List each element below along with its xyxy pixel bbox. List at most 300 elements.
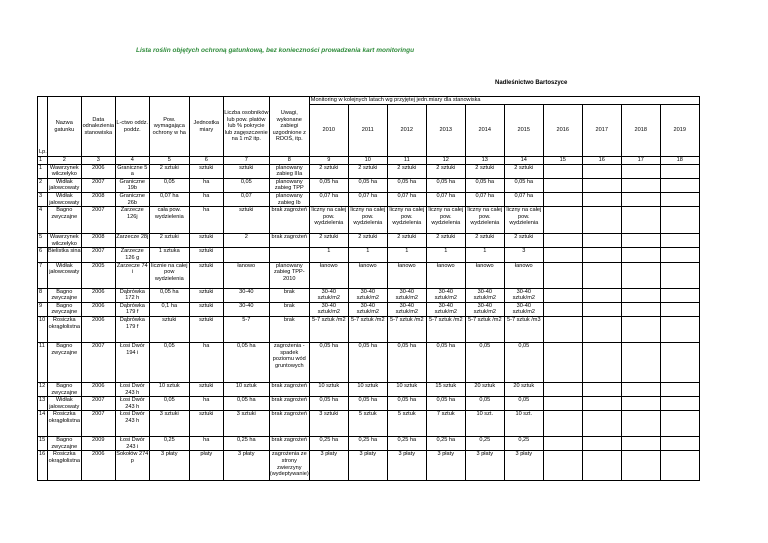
cell-year-2019 xyxy=(660,248,699,262)
cell-lp: 4 xyxy=(38,207,48,234)
cell-year-2016 xyxy=(543,164,582,178)
col-number: 13 xyxy=(465,157,504,165)
cell-pow: 0,05 xyxy=(149,342,189,382)
cell-uwagi: brak zagrożeń xyxy=(269,382,309,396)
col-number: 16 xyxy=(582,157,621,165)
cell-year-2011: 3 płaty xyxy=(348,451,387,481)
cell-year-2012: 30-40 sztuk/m2 xyxy=(387,302,426,316)
table-row xyxy=(38,302,700,316)
cell-year-2017 xyxy=(582,262,621,288)
cell-data: 2006 xyxy=(81,451,115,481)
cell-jedn: płaty xyxy=(189,451,223,481)
cell-year-2013: 0,05 ha xyxy=(426,342,465,382)
cell-year-2017 xyxy=(582,316,621,342)
cell-year-2013: 3 płaty xyxy=(426,451,465,481)
cell-year-2010: 1 xyxy=(309,248,348,262)
cell-uwagi: brak zagrożeń xyxy=(269,207,309,234)
cell-year-2010: 0,25 ha xyxy=(309,437,348,451)
table-row xyxy=(38,451,700,481)
cell-year-2013: 7 sztuk xyxy=(426,411,465,437)
cell-year-2013: 0,05 ha xyxy=(426,397,465,411)
cell-year-2018 xyxy=(621,164,660,178)
cell-year-2011: 1 xyxy=(348,248,387,262)
cell-year-2015: 0,07 ha xyxy=(504,192,543,206)
cell-jedn: sztuki xyxy=(189,164,223,178)
cell-year-2013: 2 sztuki xyxy=(426,164,465,178)
cell-uwagi: planowany zabieg TPP xyxy=(269,178,309,192)
table-row xyxy=(38,262,700,288)
cell-year-2012: 5 sztuk xyxy=(387,411,426,437)
cell-year-2010: 0,05 ha xyxy=(309,397,348,411)
cell-year-2012: łanowo xyxy=(387,262,426,288)
cell-pow: sztuki xyxy=(149,316,189,342)
cell-nazwa: Bagno zwyczajne xyxy=(47,342,81,382)
cell-pow: 10 sztuk xyxy=(149,382,189,396)
cell-liczba: 10 sztuk xyxy=(223,382,269,396)
document-title: Lista roślin objętych ochroną gatunkową, bez konieczności prowadzenia kart monitoringu xyxy=(136,47,415,54)
col-number: 8 xyxy=(269,157,309,165)
cell-pow: cała pow. wydzielenia xyxy=(149,207,189,234)
cell-year-2012: 2 sztuki xyxy=(387,164,426,178)
cell-year-2019 xyxy=(660,437,699,451)
cell-year-2014: 2 sztuki xyxy=(465,234,504,248)
table-row xyxy=(38,437,700,451)
cell-year-2017 xyxy=(582,178,621,192)
col-year: 2019 xyxy=(660,105,699,157)
cell-year-2014: 0,05 xyxy=(465,397,504,411)
cell-year-2017 xyxy=(582,382,621,396)
cell-uwagi: zagrożenia - spadek poziomu wód gruntowych xyxy=(269,342,309,382)
cell-data: 2008 xyxy=(81,234,115,248)
table-row xyxy=(38,192,700,206)
col-year: 2010 xyxy=(309,105,348,157)
cell-data: 2007 xyxy=(81,248,115,262)
cell-year-2019 xyxy=(660,178,699,192)
col-year: 2012 xyxy=(387,105,426,157)
cell-year-2018 xyxy=(621,248,660,262)
cell-year-2018 xyxy=(621,382,660,396)
cell-nazwa: Wawrzynek wilczełyko xyxy=(47,234,81,248)
cell-pow: 0,05 xyxy=(149,178,189,192)
cell-jedn: sztuki xyxy=(189,262,223,288)
col-number: 2 xyxy=(47,157,81,165)
cell-lctwo: Dąbrówka 172 h xyxy=(115,288,149,302)
col-lp: Lp. xyxy=(38,97,48,157)
cell-uwagi: planowany zabieg IIIa xyxy=(269,164,309,178)
cell-year-2013: 0,07 ha xyxy=(426,192,465,206)
cell-year-2014: 30-40 sztuk/m2 xyxy=(465,302,504,316)
cell-lctwo: Sokołów 274 p xyxy=(115,451,149,481)
col-number: 9 xyxy=(309,157,348,165)
cell-data: 2005 xyxy=(81,262,115,288)
cell-lp: 15 xyxy=(38,437,48,451)
cell-year-2017 xyxy=(582,248,621,262)
cell-year-2015: liczny na całej pow. wydzielenia xyxy=(504,207,543,234)
col-lctwo: L-ctwo oddz. poddz. xyxy=(115,97,149,157)
cell-liczba: 3 płaty xyxy=(223,451,269,481)
cell-year-2011: 0,05 ha xyxy=(348,178,387,192)
cell-lctwo: Łosi Dwór 194 i xyxy=(115,342,149,382)
cell-year-2016 xyxy=(543,234,582,248)
cell-uwagi: planowany zabieg TPP-2010 xyxy=(269,262,309,288)
col-number: 17 xyxy=(621,157,660,165)
cell-data: 2007 xyxy=(81,397,115,411)
cell-year-2012: 5-7 sztuk /m2 xyxy=(387,316,426,342)
cell-year-2016 xyxy=(543,451,582,481)
cell-lp: 2 xyxy=(38,178,48,192)
cell-year-2019 xyxy=(660,234,699,248)
cell-nazwa: Bagno zwyczajne xyxy=(47,288,81,302)
cell-liczba: 0,25 ha xyxy=(223,437,269,451)
cell-lctwo: Łosi Dwór 243 h xyxy=(115,397,149,411)
col-nazwa: Nazwa gatunku xyxy=(47,97,81,157)
cell-year-2010: 30-40 sztuk/m2 xyxy=(309,302,348,316)
cell-year-2018 xyxy=(621,178,660,192)
col-jedn: Jednostka miary xyxy=(189,97,223,157)
cell-lp: 5 xyxy=(38,234,48,248)
cell-year-2013: 1 xyxy=(426,248,465,262)
cell-year-2017 xyxy=(582,288,621,302)
cell-year-2011: 0,05 ha xyxy=(348,397,387,411)
cell-year-2016 xyxy=(543,316,582,342)
cell-year-2017 xyxy=(582,192,621,206)
cell-year-2019 xyxy=(660,411,699,437)
col-number: 18 xyxy=(660,157,699,165)
cell-year-2015: 0,05 xyxy=(504,342,543,382)
cell-year-2015: 20 sztuk xyxy=(504,382,543,396)
cell-liczba: 5-7 xyxy=(223,316,269,342)
cell-year-2011: 2 sztuki xyxy=(348,164,387,178)
cell-lp: 9 xyxy=(38,302,48,316)
cell-year-2012: 0,07 ha xyxy=(387,192,426,206)
cell-year-2014: liczny na całej pow. wydzielenia xyxy=(465,207,504,234)
cell-year-2010: 3 sztuki xyxy=(309,411,348,437)
cell-lctwo: Zarzecze 74 i xyxy=(115,262,149,288)
cell-year-2014: 30-40 sztuk/m2 xyxy=(465,288,504,302)
cell-year-2014: 20 sztuk xyxy=(465,382,504,396)
cell-year-2018 xyxy=(621,411,660,437)
col-number: 4 xyxy=(115,157,149,165)
species-table xyxy=(37,96,700,481)
cell-lp: 6 xyxy=(38,248,48,262)
cell-year-2016 xyxy=(543,411,582,437)
cell-nazwa: Bagno zwyczajne xyxy=(47,437,81,451)
cell-year-2011: 0,07 ha xyxy=(348,192,387,206)
cell-liczba: 0,05 xyxy=(223,178,269,192)
cell-jedn: sztuki xyxy=(189,302,223,316)
table-row xyxy=(38,288,700,302)
cell-lctwo: Graniczne 5 a xyxy=(117,164,148,178)
cell-uwagi: brak zagrożeń xyxy=(269,437,309,451)
cell-year-2019 xyxy=(660,397,699,411)
cell-year-2012: 0,05 ha xyxy=(387,397,426,411)
cell-year-2011: 0,25 ha xyxy=(348,437,387,451)
cell-nazwa: Bagno zwyczajne xyxy=(47,302,81,316)
cell-uwagi xyxy=(269,248,309,262)
cell-lctwo: Graniczne 26b xyxy=(115,192,149,206)
cell-year-2010: 3 płaty xyxy=(309,451,348,481)
cell-year-2016 xyxy=(543,248,582,262)
cell-liczba: sztuki xyxy=(223,164,269,178)
cell-year-2011: 2 sztuki xyxy=(348,234,387,248)
cell-lp: 16 xyxy=(38,451,48,481)
cell-year-2010: 0,05 ha xyxy=(309,178,348,192)
column-number-row xyxy=(38,157,700,165)
cell-year-2010: liczny na całej pow. wydzielenia xyxy=(309,207,348,234)
cell-lp: 3 xyxy=(38,192,48,206)
col-number: 11 xyxy=(387,157,426,165)
cell-pow: 3 sztuki xyxy=(149,411,189,437)
cell-uwagi: zagrożenia ze strony zwierzyny (wydeptywanie) xyxy=(269,451,309,481)
cell-year-2019 xyxy=(660,451,699,481)
col-year: 2016 xyxy=(543,105,582,157)
cell-data: 2006 xyxy=(81,316,115,342)
cell-year-2015: 2 sztuki xyxy=(504,234,543,248)
cell-year-2013: 30-40 sztuk/m2 xyxy=(426,288,465,302)
cell-year-2012: 0,25 ha xyxy=(387,437,426,451)
table-row xyxy=(38,164,700,178)
cell-liczba: 3 sztuki xyxy=(223,411,269,437)
cell-year-2019 xyxy=(660,382,699,396)
cell-year-2016 xyxy=(543,192,582,206)
table-row xyxy=(38,234,700,248)
col-number: 1 xyxy=(38,157,48,165)
col-year: 2015 xyxy=(504,105,543,157)
cell-year-2017 xyxy=(582,207,621,234)
cell-year-2018 xyxy=(621,437,660,451)
table-row xyxy=(38,178,700,192)
cell-pow: 0,05 ha xyxy=(149,288,189,302)
cell-year-2017 xyxy=(582,342,621,382)
cell-lctwo: Zarzecze 126 g xyxy=(115,248,149,262)
cell-year-2016 xyxy=(543,342,582,382)
cell-year-2012: 0,05 ha xyxy=(387,178,426,192)
cell-data: 2009 xyxy=(81,437,115,451)
col-pow: Pow. wymagająca ochrony w ha xyxy=(149,97,189,157)
cell-uwagi: brak zagrożeń xyxy=(269,411,309,437)
cell-uwagi: brak zagrożeń xyxy=(269,397,309,411)
col-year: 2018 xyxy=(621,105,660,157)
cell-year-2011: 5-7 sztuk /m2 xyxy=(348,316,387,342)
table-row xyxy=(38,397,700,411)
cell-lctwo: Łosi Dwór 243 h xyxy=(115,382,149,396)
cell-year-2015: 3 płaty xyxy=(504,451,543,481)
cell-year-2014: 1 xyxy=(465,248,504,262)
cell-year-2015: 2 sztuki xyxy=(504,164,543,178)
cell-year-2017 xyxy=(582,437,621,451)
cell-year-2018 xyxy=(621,234,660,248)
cell-year-2015: 0,25 xyxy=(504,437,543,451)
cell-year-2014: 0,05 xyxy=(465,342,504,382)
cell-nazwa: Widłak jałowcowaty xyxy=(49,178,80,192)
cell-year-2019 xyxy=(660,262,699,288)
cell-year-2016 xyxy=(543,178,582,192)
cell-year-2016 xyxy=(543,207,582,234)
cell-year-2013: 5-7 sztuk /m2 xyxy=(426,316,465,342)
cell-jedn: ha xyxy=(189,437,223,451)
cell-jedn: sztuki xyxy=(189,411,223,437)
cell-jedn: sztuki xyxy=(189,316,223,342)
cell-data: 2006 xyxy=(81,382,115,396)
cell-year-2018 xyxy=(621,262,660,288)
cell-year-2010: łanowo xyxy=(309,262,348,288)
cell-data: 2007 xyxy=(81,411,115,437)
cell-year-2015: 0,05 ha xyxy=(504,178,543,192)
cell-year-2018 xyxy=(621,451,660,481)
cell-year-2018 xyxy=(621,302,660,316)
cell-year-2013: 0,05 ha xyxy=(426,178,465,192)
cell-year-2013: 0,25 ha xyxy=(426,437,465,451)
cell-year-2019 xyxy=(660,316,699,342)
cell-pow: 0,07 ha xyxy=(149,192,189,206)
col-year: 2011 xyxy=(348,105,387,157)
cell-year-2018 xyxy=(621,316,660,342)
cell-pow: 2 sztuki xyxy=(149,164,189,178)
cell-year-2010: 5-7 sztuk /m2 xyxy=(309,316,348,342)
cell-year-2010: 0,07 ha xyxy=(309,192,348,206)
cell-lp: 1 xyxy=(38,164,48,178)
cell-year-2014: 10 szt. xyxy=(465,411,504,437)
cell-lctwo: Graniczne 19b xyxy=(115,178,149,192)
cell-jedn: sztuki xyxy=(189,382,223,396)
cell-jedn: ha xyxy=(189,342,223,382)
col-number: 12 xyxy=(426,157,465,165)
cell-year-2018 xyxy=(621,207,660,234)
cell-year-2019 xyxy=(660,192,699,206)
cell-lctwo: Łosi Dwór 243 h xyxy=(115,411,149,437)
cell-year-2014: 0,07 ha xyxy=(465,192,504,206)
cell-year-2017 xyxy=(582,234,621,248)
cell-year-2016 xyxy=(543,262,582,288)
cell-year-2018 xyxy=(621,397,660,411)
cell-uwagi: brak zagrożeń xyxy=(269,234,309,248)
cell-nazwa: Rosiczka okrągłolistna xyxy=(47,451,81,481)
cell-year-2011: 30-40 sztuk/m2 xyxy=(348,288,387,302)
col-uwagi: Uwagi, wykonane zabiegi uzgodnione z RDOŚ, itp. xyxy=(269,97,309,157)
cell-jedn: sztuki xyxy=(189,248,223,262)
cell-lp: 14 xyxy=(38,411,48,437)
cell-year-2014: 2 sztuki xyxy=(465,164,504,178)
cell-pow: 0,25 xyxy=(149,437,189,451)
cell-year-2010: 2 sztuki xyxy=(309,164,348,178)
cell-lctwo: Zarzecze 126j xyxy=(115,207,149,234)
cell-lp: 12 xyxy=(38,382,48,396)
col-number: 5 xyxy=(149,157,189,165)
cell-year-2013: 15 sztuk xyxy=(426,382,465,396)
cell-nazwa: Wawrzynek wilczełyko xyxy=(47,164,81,178)
cell-liczba: sztuki xyxy=(223,207,269,234)
cell-nazwa: Bagno zwyczajne xyxy=(47,382,81,396)
cell-jedn: sztuki xyxy=(189,234,223,248)
col-monitoring: Monitoring w kolejnych latach wg przyjętej jedn.miary dla stanowiska xyxy=(309,97,699,105)
cell-year-2017 xyxy=(582,411,621,437)
cell-data: 2006 xyxy=(81,288,115,302)
cell-liczba: łanowo xyxy=(223,262,269,288)
cell-nazwa: Bielistka sina xyxy=(47,248,81,262)
cell-lctwo: Łosi Dwór 243 i xyxy=(115,437,149,451)
table-row xyxy=(38,316,700,342)
cell-pow: 0,1 ha xyxy=(149,302,189,316)
table-body xyxy=(38,164,700,481)
cell-year-2016 xyxy=(543,302,582,316)
cell-year-2017 xyxy=(582,302,621,316)
cell-year-2011: 5 sztuk xyxy=(348,411,387,437)
cell-nazwa: Widłak jałowcowaty xyxy=(49,192,80,206)
cell-jedn: ha xyxy=(189,207,223,234)
cell-liczba: 0,05 ha xyxy=(223,397,269,411)
table-row xyxy=(38,411,700,437)
table-row xyxy=(38,207,700,234)
cell-pow: 0,05 xyxy=(149,397,189,411)
cell-data: 2007 xyxy=(81,342,115,382)
cell-year-2014: 5-7 sztuk /m2 xyxy=(465,316,504,342)
cell-year-2018 xyxy=(621,342,660,382)
cell-year-2017 xyxy=(582,164,621,178)
cell-year-2016 xyxy=(543,397,582,411)
cell-liczba: 0,05 ha xyxy=(223,342,269,382)
cell-year-2013: liczny na całej pow. wydzielenia xyxy=(426,207,465,234)
cell-lp: 11 xyxy=(38,342,48,382)
col-year: 2013 xyxy=(426,105,465,157)
cell-jedn: ha xyxy=(189,397,223,411)
cell-year-2016 xyxy=(543,437,582,451)
cell-lp: 7 xyxy=(38,262,48,288)
cell-year-2013: łanowo xyxy=(426,262,465,288)
cell-liczba: 30-40 xyxy=(223,288,269,302)
cell-lctwo: Zarzecze 28j xyxy=(115,234,149,248)
cell-jedn: ha xyxy=(189,178,223,192)
cell-year-2011: łanowo xyxy=(348,262,387,288)
cell-lp: 8 xyxy=(38,288,48,302)
table-row xyxy=(38,342,700,382)
cell-year-2012: liczny na całej pow. wydzielenia xyxy=(387,207,426,234)
cell-lp: 13 xyxy=(38,397,48,411)
cell-year-2019 xyxy=(660,288,699,302)
cell-pow: 1 sztuka xyxy=(149,248,189,262)
cell-year-2015: łanowo xyxy=(504,262,543,288)
cell-year-2015: 30-40 sztuk/m2 xyxy=(504,288,543,302)
cell-year-2011: 0,05 ha xyxy=(348,342,387,382)
col-number: 15 xyxy=(543,157,582,165)
cell-data: 2006 xyxy=(81,302,115,316)
cell-year-2019 xyxy=(660,302,699,316)
col-number: 3 xyxy=(81,157,115,165)
cell-year-2017 xyxy=(582,397,621,411)
cell-liczba xyxy=(223,248,269,262)
cell-year-2015: 5-7 sztuk /m3 xyxy=(504,316,543,342)
cell-liczba: 30-40 xyxy=(223,302,269,316)
cell-year-2019 xyxy=(660,342,699,382)
col-number: 10 xyxy=(348,157,387,165)
cell-year-2012: 30-40 sztuk/m2 xyxy=(387,288,426,302)
cell-uwagi: brak xyxy=(269,316,309,342)
cell-data: 2007 xyxy=(81,207,115,234)
cell-year-2017 xyxy=(582,451,621,481)
cell-year-2014: 0,05 ha xyxy=(465,178,504,192)
cell-lctwo: Dąbrówka 179 f xyxy=(115,316,149,342)
cell-year-2010: 30-40 sztuk/m2 xyxy=(309,288,348,302)
cell-year-2014: łanowo xyxy=(465,262,504,288)
cell-year-2012: 2 sztuki xyxy=(387,234,426,248)
table-row xyxy=(38,248,700,262)
cell-year-2011: 10 sztuk xyxy=(348,382,387,396)
col-number: 14 xyxy=(504,157,543,165)
cell-liczba: 0,07 xyxy=(223,192,269,206)
cell-pow: 2 sztuki xyxy=(149,234,189,248)
cell-year-2014: 0,25 xyxy=(465,437,504,451)
cell-year-2012: 10 sztuk xyxy=(387,382,426,396)
col-year: 2014 xyxy=(465,105,504,157)
